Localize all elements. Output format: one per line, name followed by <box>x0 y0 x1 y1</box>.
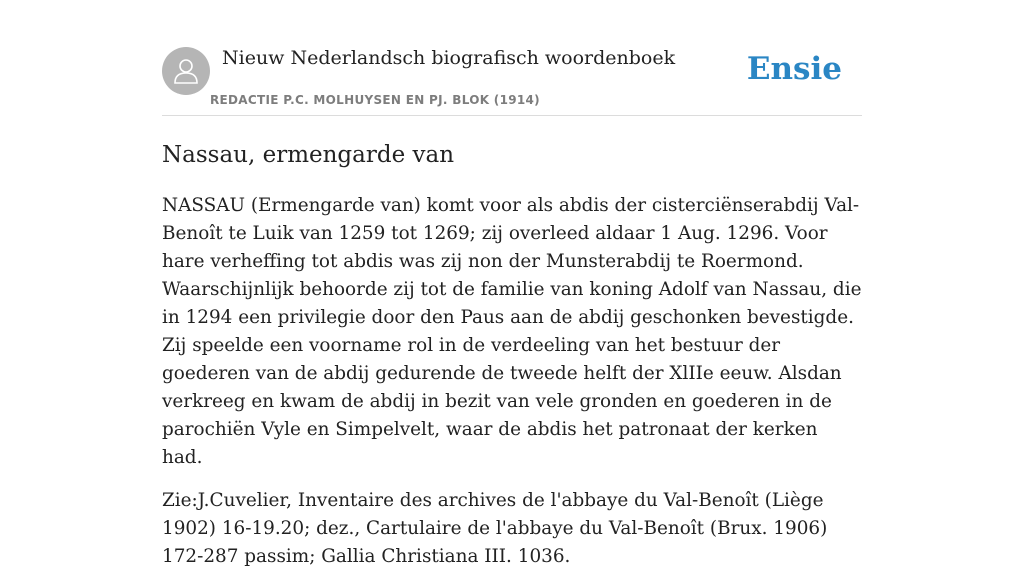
entry-body <box>162 192 862 586</box>
avatar <box>162 47 210 95</box>
source-header <box>162 0 862 116</box>
brand-logo[interactable]: Ensie <box>746 51 842 87</box>
source-title[interactable]: Nieuw Nederlandsch biografisch woordenboek <box>222 47 676 69</box>
page-title: Nassau, ermengarde van <box>162 142 455 168</box>
entry-references: Zie:J.Cuvelier, Inventaire des archives de l'abbaye du Val-Benoît (Liège 1902) 16-19.20; dez., Cartulaire de l'abbaye du Val-Benoît (Brux. 1906) 172-287 passim; Gallia Christiana III. 1036. <box>162 490 828 567</box>
entry-card <box>162 0 862 567</box>
user-silhouette-icon <box>173 57 199 85</box>
source-editors: REDACTIE P.C. MOLHUYSEN EN PJ. BLOK (1914) <box>210 93 540 107</box>
entry-paragraph: NASSAU (Ermengarde van) komt voor als abdis der cisterciënserabdij Val-Benoît te Luik van 1259 tot 1269; zij overleed aldaar 1 Aug. 1296. Voor hare verheffing tot abdis was zij non der Munsterabdij te Roermond. Waarschijnlijk behoorde zij tot de familie van koning Adolf van Nassau, die in 1294 een privilegie door den Paus aan de abdij geschonken bevestigde. Zij speelde een voorname rol in de verdeeling van het bestuur der goederen van de abdij gedurende de tweede helft der XlIIe eeuw. Alsdan verkreeg en kwam de abdij in bezit van vele gronden en goederen in de parochiën Vyle en Simpelvelt, waar de abdis het patronaat der kerken had. <box>162 195 862 468</box>
